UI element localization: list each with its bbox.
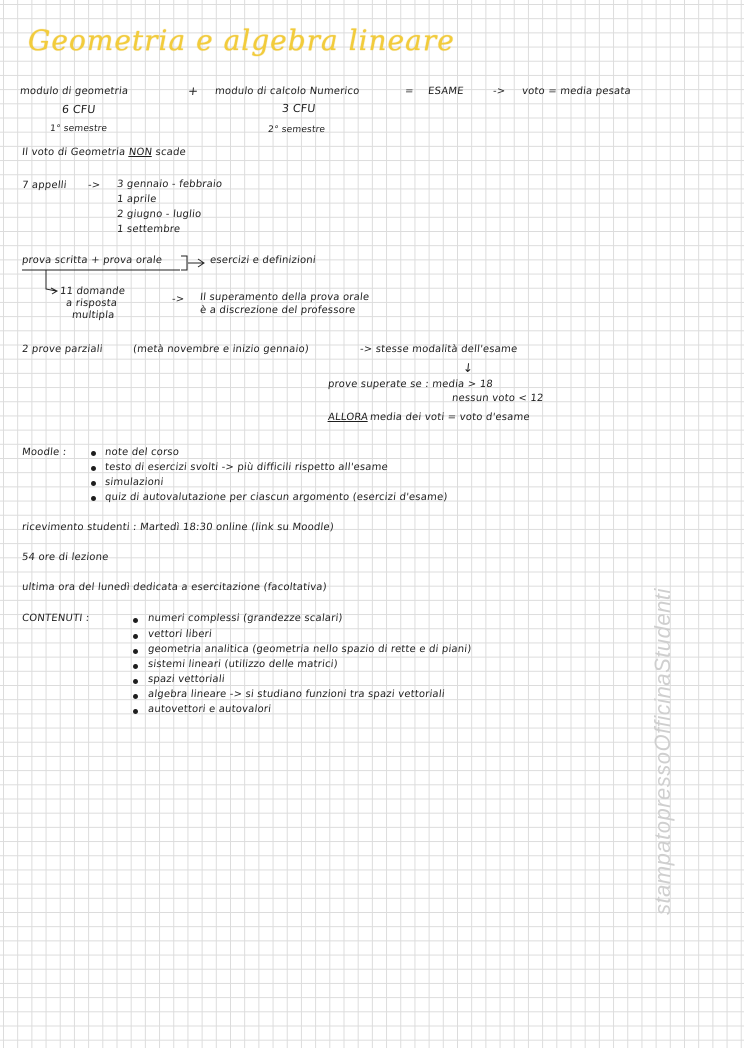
branch-arrow-icon — [46, 270, 57, 294]
bracket-icon — [181, 256, 187, 270]
condizione-voto: nessun voto < 12 — [451, 393, 545, 404]
cfu-numerico: 3 CFU — [281, 102, 317, 115]
moodle-item: testo di esercizi svolti -> più difficili rispetto all'esame — [104, 462, 389, 473]
voto-esame: media dei voti = voto d'esame — [369, 412, 531, 423]
contenuti-item: autovettori e autovalori — [147, 704, 272, 715]
ultima-ora: ultima ora del lunedì dedicata a esercitazione (facoltativa) — [21, 582, 328, 593]
plus-sign: + — [187, 84, 200, 98]
contenuti-item: vettori liberi — [147, 629, 213, 640]
domande-3: multipla — [71, 310, 115, 321]
down-arrow-icon: ↓ — [462, 361, 475, 375]
allora-label: ALLORA — [327, 412, 369, 423]
arrow-icon: -> — [492, 86, 506, 97]
cfu-geometria: 6 CFU — [61, 103, 97, 116]
appello-item: 3 gennaio - febbraio — [116, 179, 223, 190]
voto-note-post: scade — [154, 147, 187, 158]
semestre-numerico: 2° semestre — [267, 125, 326, 135]
appello-item: 1 aprile — [116, 194, 158, 205]
esercizi-definizioni: esercizi e definizioni — [209, 255, 317, 266]
parziali-modalita: -> stesse modalità dell'esame — [359, 344, 518, 355]
orale-note-1: Il superamento della prova orale — [199, 292, 370, 303]
appello-item: 1 settembre — [116, 224, 181, 235]
page-title: Geometria e algebra lineare — [28, 24, 455, 57]
orale-note-2: è a discrezione del professore — [199, 305, 356, 316]
contenuti-item: numeri complessi (grandezze scalari) — [147, 613, 344, 624]
arrow-icon: -> — [171, 294, 185, 305]
contenuti-label: CONTENUTI : — [21, 613, 90, 624]
domande-2: a risposta — [65, 298, 118, 309]
appello-item: 2 giugno - luglio — [116, 209, 202, 220]
contenuti-item: geometria analitica (geometria nello spazio di rette e di piani) — [147, 644, 472, 655]
ore-lezione: 54 ore di lezione — [21, 552, 110, 563]
moodle-item: simulazioni — [104, 477, 165, 488]
arrow-right-icon — [188, 259, 204, 267]
parziali-date: (metà novembre e inizio gennaio) — [132, 344, 310, 355]
contenuti-item: sistemi lineari (utilizzo delle matrici) — [147, 659, 339, 670]
contenuti-item: algebra lineare -> si studiano funzioni tra spazi vettoriali — [147, 689, 446, 700]
arrow-icon: -> — [87, 180, 101, 191]
prova-line: prova scritta + prova orale — [21, 255, 163, 266]
domande-1: 11 domande — [59, 286, 126, 297]
equals-sign: = — [404, 86, 415, 97]
moodle-label: Moodle : — [21, 447, 67, 458]
voto-media: voto = media pesata — [521, 86, 632, 97]
esame-label: ESAME — [427, 86, 465, 97]
appelli-label: 7 appelli — [21, 180, 68, 191]
moodle-item: quiz di autovalutazione per ciascun argomento (esercizi d'esame) — [104, 492, 449, 503]
voto-note-pre: Il voto di Geometria — [21, 147, 126, 158]
moodle-item: note del corso — [104, 447, 180, 458]
ricevimento: ricevimento studenti : Martedì 18:30 online (link su Moodle) — [21, 522, 335, 533]
watermark: stampatopressoOfficinaStudenti — [650, 588, 675, 915]
parziali-line: 2 prove parziali — [21, 344, 104, 355]
voto-note-non: NON — [128, 147, 153, 158]
modulo-geometria: modulo di geometria — [19, 86, 129, 97]
condizione-media: prove superate se : media > 18 — [327, 379, 494, 390]
semestre-geometria: 1° semestre — [49, 124, 108, 134]
contenuti-item: spazi vettoriali — [147, 674, 226, 685]
modulo-numerico: modulo di calcolo Numerico — [214, 86, 361, 97]
